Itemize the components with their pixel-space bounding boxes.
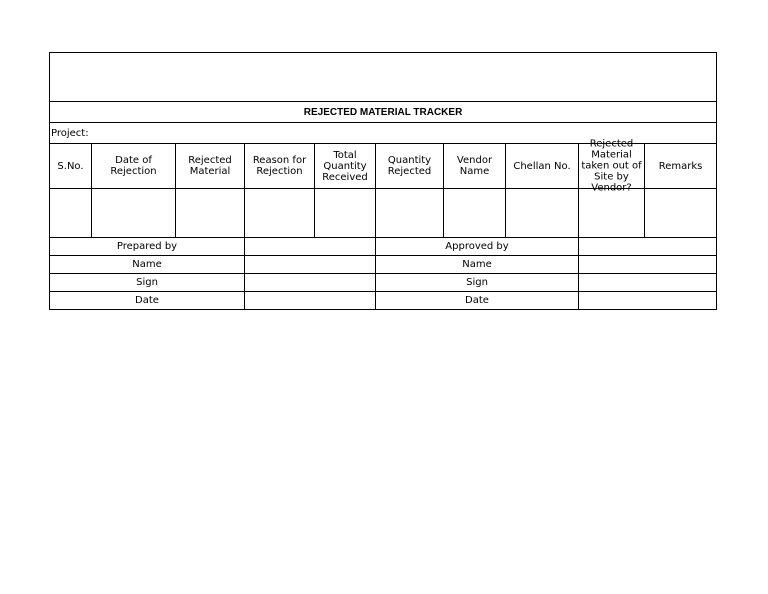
footer-row-name — [50, 256, 717, 274]
data-cell-date-of-rejection[interactable] — [92, 189, 176, 238]
data-cell-chellan-no[interactable] — [506, 189, 579, 238]
column-header-row — [50, 144, 717, 189]
approved-by-value[interactable] — [579, 238, 717, 256]
data-cell-rejected-material[interactable] — [176, 189, 245, 238]
col-header-sno: S.No. — [50, 144, 92, 189]
sign-value-left[interactable] — [245, 274, 376, 292]
name-value-left[interactable] — [245, 256, 376, 274]
col-header-rejected-material: Rejected Material — [176, 144, 245, 189]
data-cell-quantity-rejected[interactable] — [376, 189, 444, 238]
col-header-taken-out-by-vendor-text: Rejected Material taken out of Site by Vendor? — [581, 138, 642, 194]
sign-label-left: Sign — [50, 274, 245, 292]
data-cell-total-quantity-received[interactable] — [315, 189, 376, 238]
data-cell-remarks[interactable] — [645, 189, 717, 238]
col-header-date-of-rejection: Date of Rejection — [92, 144, 176, 189]
col-header-reason-for-rejection: Reason for Rejection — [245, 144, 315, 189]
col-header-quantity-rejected: Quantity Rejected — [376, 144, 444, 189]
data-row — [50, 189, 717, 238]
col-header-total-quantity-received: Total Quantity Received — [315, 144, 376, 189]
footer-row-date — [50, 292, 717, 310]
name-value-right[interactable] — [579, 256, 717, 274]
prepared-by-value[interactable] — [245, 238, 376, 256]
prepared-by-label: Prepared by — [50, 238, 245, 256]
header-blank-row — [50, 53, 717, 102]
data-cell-sno[interactable] — [50, 189, 92, 238]
data-cell-vendor-name[interactable] — [444, 189, 506, 238]
sign-value-right[interactable] — [579, 274, 717, 292]
sheet-title: REJECTED MATERIAL TRACKER — [50, 102, 717, 123]
footer-row-prepared-approved — [50, 238, 717, 256]
date-value-left[interactable] — [245, 292, 376, 310]
col-header-remarks: Remarks — [645, 144, 717, 189]
date-value-right[interactable] — [579, 292, 717, 310]
date-label-left: Date — [50, 292, 245, 310]
date-label-right: Date — [376, 292, 579, 310]
header-blank-cell — [50, 53, 717, 102]
data-cell-taken-out-by-vendor[interactable] — [579, 189, 645, 238]
data-cell-reason-for-rejection[interactable] — [245, 189, 315, 238]
col-header-vendor-name: Vendor Name — [444, 144, 506, 189]
sign-label-right: Sign — [376, 274, 579, 292]
col-header-chellan-no: Chellan No. — [506, 144, 579, 189]
title-row — [50, 102, 717, 123]
name-label-right: Name — [376, 256, 579, 274]
rejected-material-tracker-table — [49, 52, 717, 310]
project-label: Project: — [50, 123, 717, 144]
col-header-taken-out-by-vendor — [579, 138, 645, 194]
name-label-left: Name — [50, 256, 245, 274]
approved-by-label: Approved by — [376, 238, 579, 256]
footer-row-sign — [50, 274, 717, 292]
